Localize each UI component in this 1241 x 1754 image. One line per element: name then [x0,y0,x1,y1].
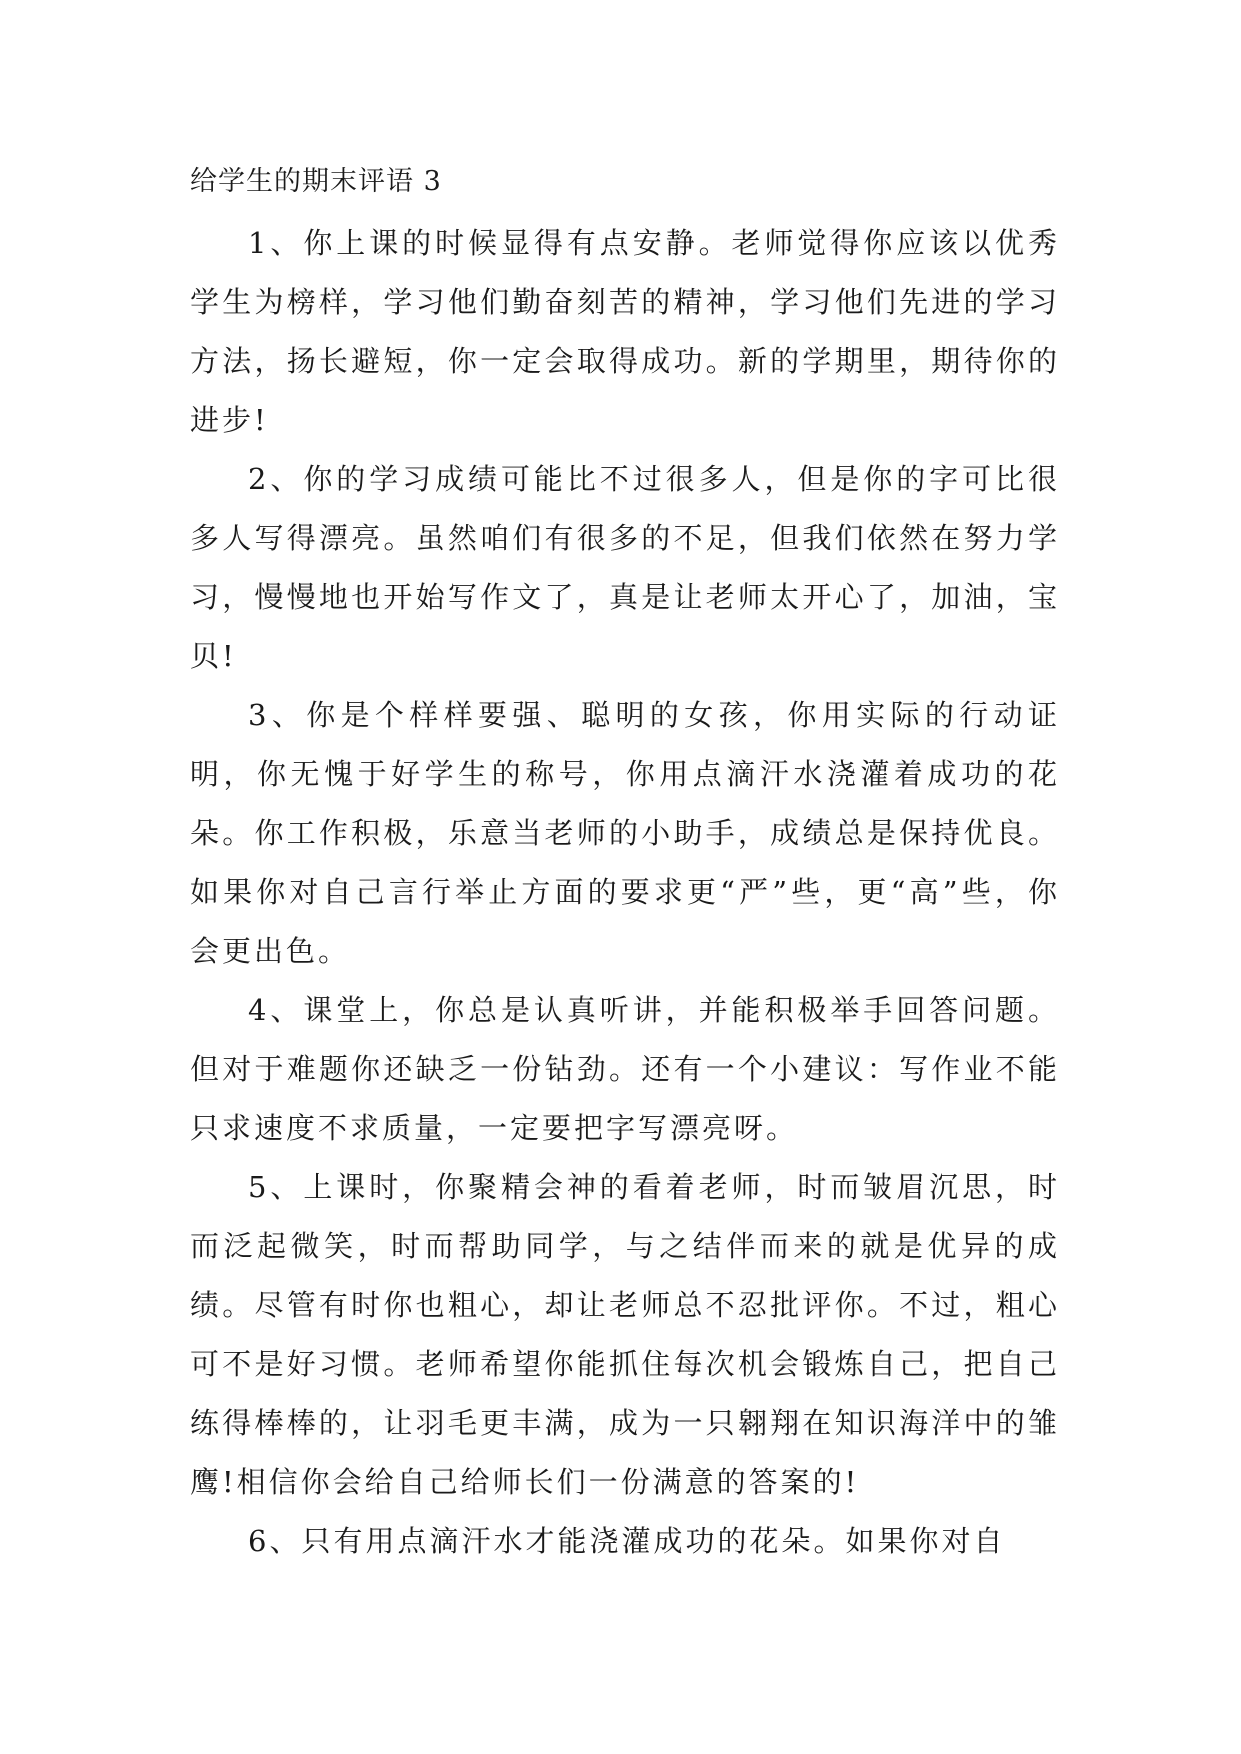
comment-paragraph-4: 4、课堂上，你总是认真听讲，并能积极举手回答问题。但对于难题你还缺乏一份钻劲。还有一个小建议：写作业不能只求速度不求质量，一定要把字写漂亮呀。 [190,993,1060,1145]
comment-paragraph-2: 2、你的学习成绩可能比不过很多人，但是你的字可比很多人写得漂亮。虽然咱们有很多的不足，但我们依然在努力学习，慢慢地也开始写作文了，真是让老师太开心了，加油，宝贝! [190,462,1060,673]
comment-paragraph-6: 6、只有用点滴汗水才能浇灌成功的花朵。如果你对自 [248,1524,1006,1558]
comment-paragraph-3: 3、你是个样样要强、聪明的女孩，你用实际的行动证明，你无愧于好学生的称号，你用点滴汗水浇灌着成功的花朵。你工作积极，乐意当老师的小助手，成绩总是保持优良。如果你对自己言行举止方面的要求更“严”些，更“高”些，你会更出色。 [190,698,1060,968]
document-title: 给学生的期末评语 3 [190,166,442,197]
comment-paragraph-1: 1、你上课的时候显得有点安静。老师觉得你应该以优秀学生为榜样，学习他们勤奋刻苦的精神，学习他们先进的学习方法，扬长避短，你一定会取得成功。新的学期里，期待你的进步! [190,226,1060,437]
comment-paragraph-5: 5、上课时，你聚精会神的看着老师，时而皱眉沉思，时而泛起微笑，时而帮助同学，与之结伴而来的就是优异的成绩。尽管有时你也粗心，却让老师总不忍批评你。不过，粗心可不是好习惯。老师希望你能抓住每次机会锻炼自己，把自己练得棒棒的，让羽毛更丰满，成为一只翱翔在知识海洋中的雏鹰!相信你会给自己给师长们一份满意的答案的! [190,1170,1060,1499]
document-body [190,162,1060,1571]
